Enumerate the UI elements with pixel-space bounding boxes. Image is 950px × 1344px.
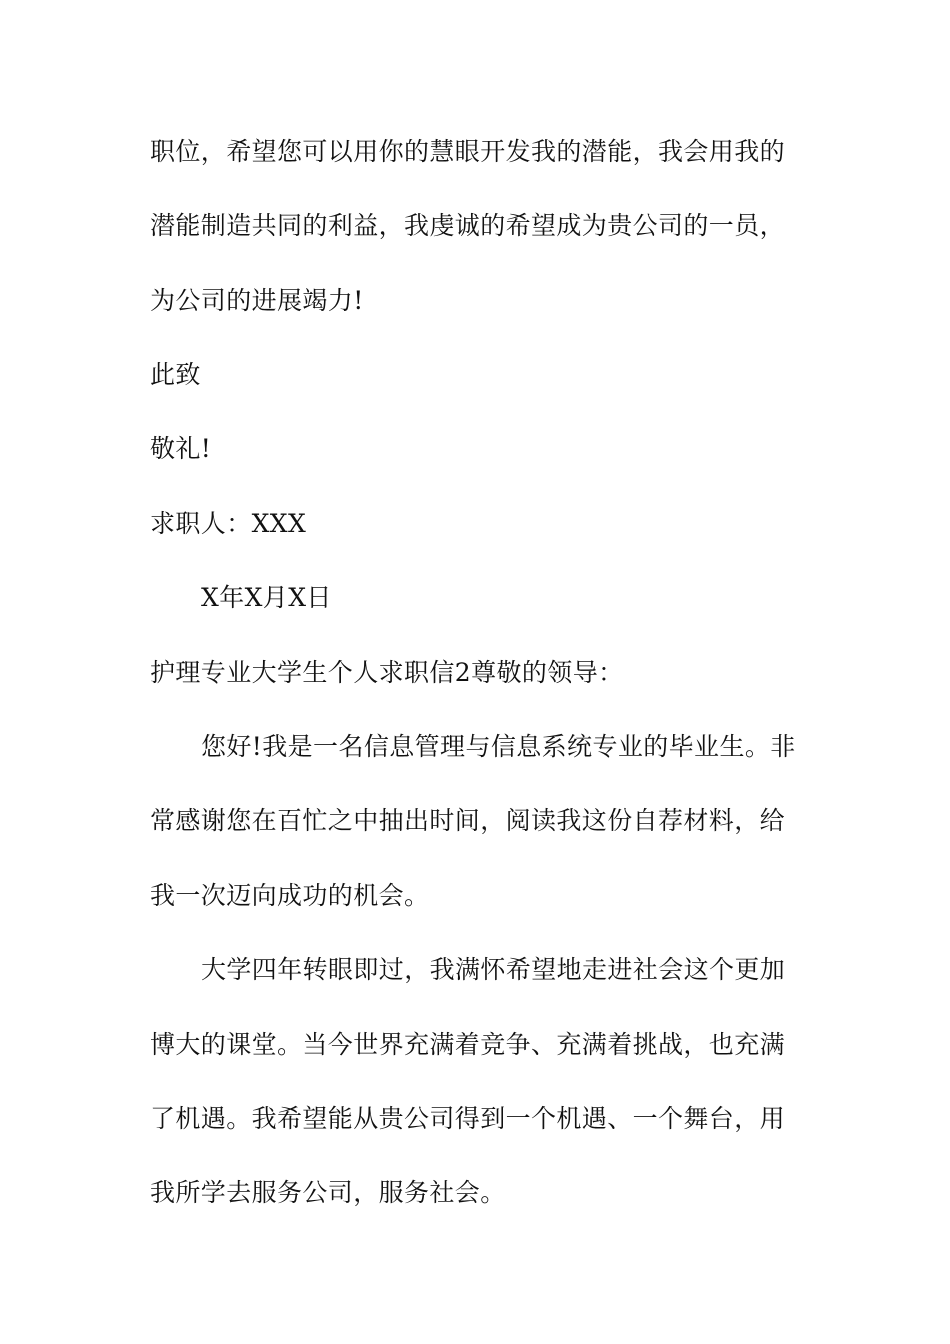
body-line-15: 我所学去服务公司，服务社会。 bbox=[150, 1178, 506, 1207]
applicant-signature: 求职人：XXX bbox=[150, 509, 307, 538]
body-line-12: 大学四年转眼即过，我满怀希望地走进社会这个更加 bbox=[201, 955, 786, 984]
body-line-11: 我一次迈向成功的机会。 bbox=[150, 881, 430, 910]
body-line-14: 了机遇。我希望能从贵公司得到一个机遇、一个舞台，用 bbox=[150, 1104, 786, 1133]
body-line-10: 常感谢您在百忙之中抽出时间，阅读我这份自荐材料，给 bbox=[150, 806, 786, 835]
body-line-2: 潜能制造共同的利益，我虔诚的希望成为贵公司的一员， bbox=[150, 211, 786, 240]
closing-salutation: 此致 bbox=[150, 360, 201, 389]
body-line-13: 博大的课堂。当今世界充满着竞争、充满着挑战，也充满 bbox=[150, 1030, 786, 1059]
body-line-9: 您好!我是一名信息管理与信息系统专业的毕业生。非 bbox=[201, 732, 796, 761]
section-heading: 护理专业大学生个人求职信2尊敬的领导： bbox=[150, 658, 624, 687]
body-line-1: 职位，希望您可以用你的慧眼开发我的潜能，我会用我的 bbox=[150, 137, 786, 166]
body-line-3: 为公司的进展竭力! bbox=[150, 286, 364, 315]
letter-date: X年X月X日 bbox=[201, 583, 332, 612]
closing-regards: 敬礼! bbox=[150, 434, 212, 463]
